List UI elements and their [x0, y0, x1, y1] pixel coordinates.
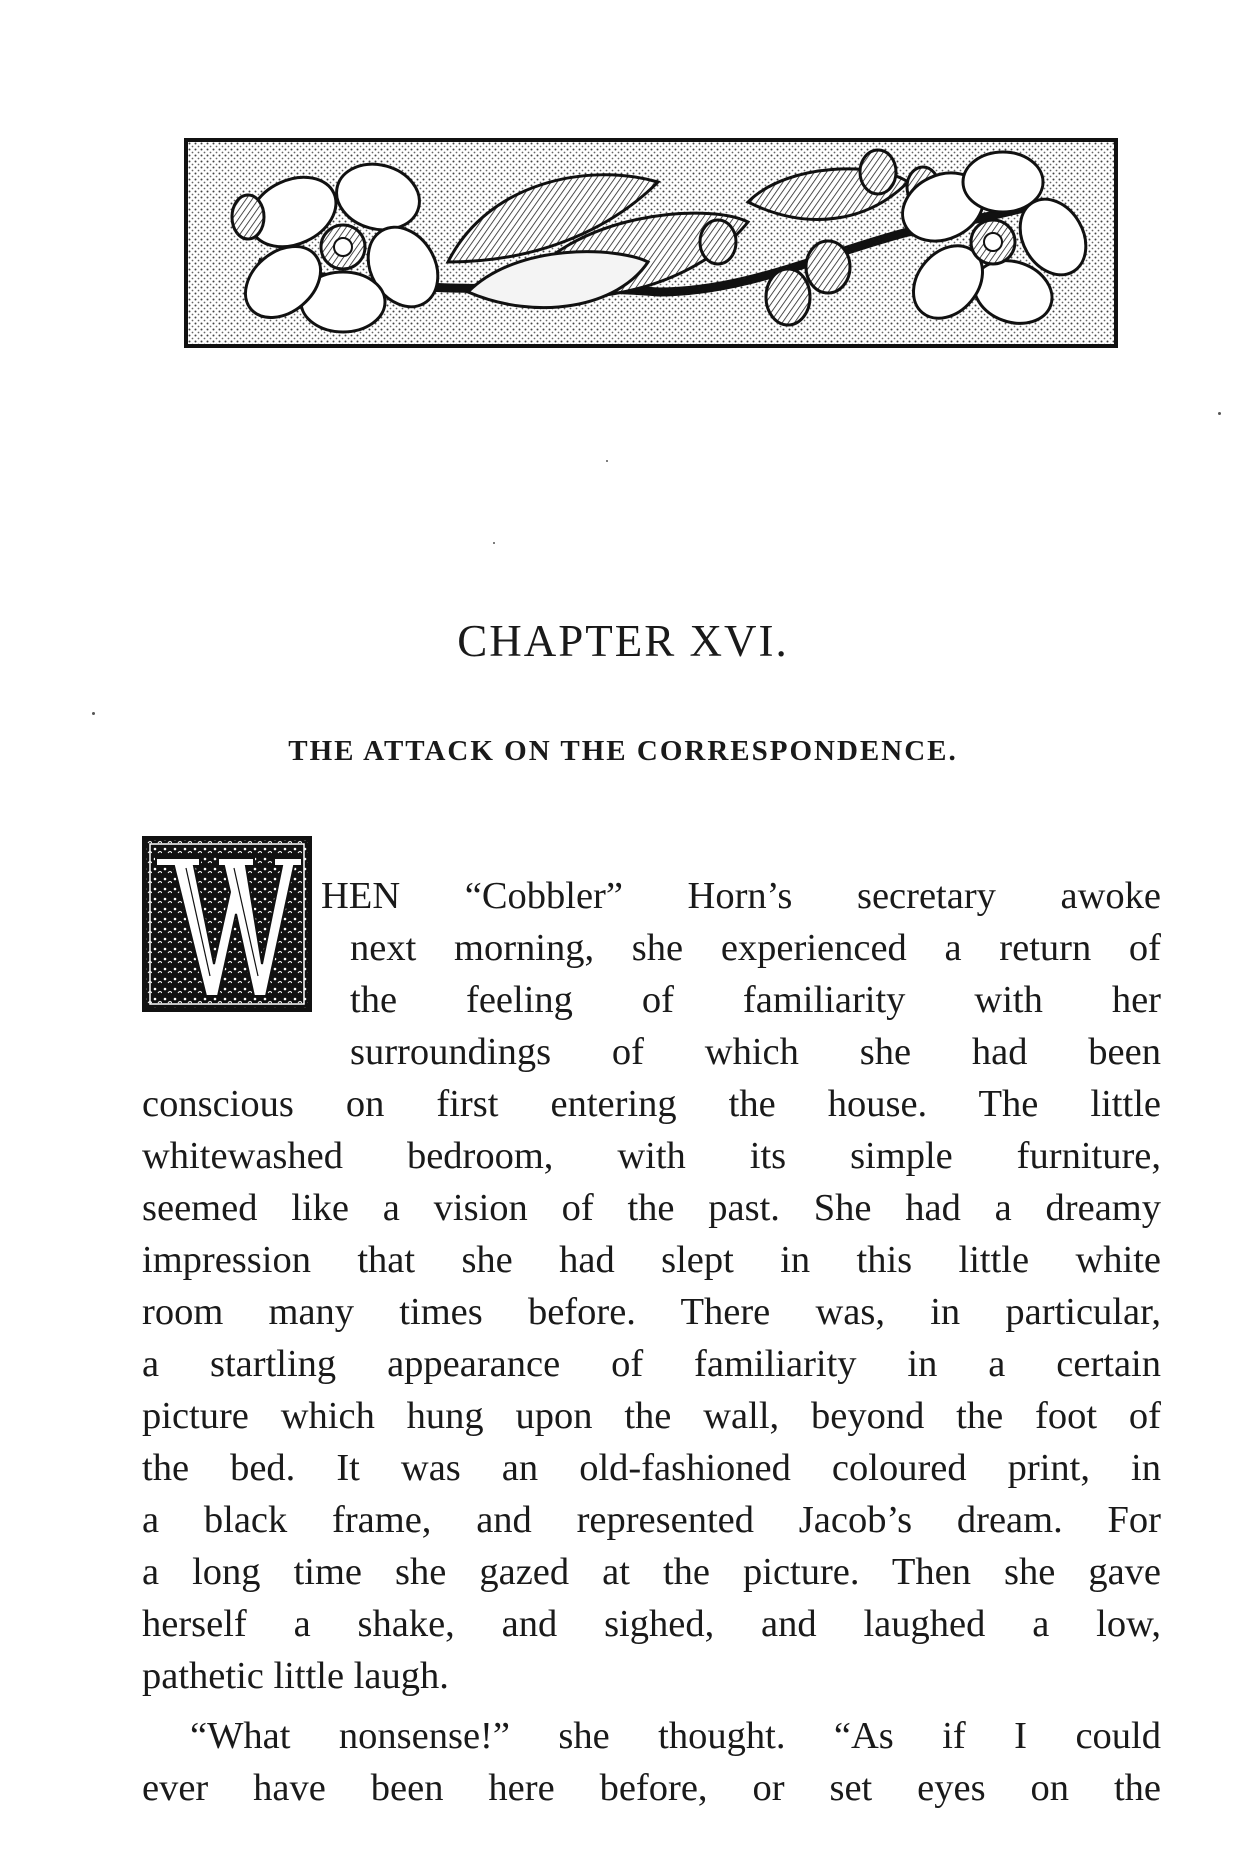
- chapter-title: THE ATTACK ON THE CORRESPONDENCE.: [288, 735, 958, 767]
- text-line-10: a startling appearance of familiarity in a certain: [142, 1343, 1161, 1385]
- text-line-13: a black frame, and represented Jacob’s dream. For: [142, 1499, 1161, 1541]
- paper-speck: [1218, 412, 1221, 415]
- text-line-14: a long time she gazed at the picture. Then she gave: [142, 1551, 1161, 1593]
- text-line-12: the bed. It was an old-fashioned coloured print, in: [142, 1447, 1161, 1489]
- text-line-2: next morning, she experienced a return of: [350, 927, 1161, 969]
- ornamental-initial-icon: [142, 836, 312, 1012]
- text-line-8: impression that she had slept in this little white: [142, 1239, 1161, 1281]
- text-line-16: pathetic little laugh.: [142, 1655, 449, 1697]
- text-line-1: HEN “Cobbler” Horn’s secretary awoke: [321, 875, 1161, 917]
- chapter-heading: CHAPTER XVI.: [457, 616, 789, 666]
- paper-speck: [92, 712, 95, 715]
- text-line-4: surroundings of which she had been: [350, 1031, 1161, 1073]
- text-line-3: the feeling of familiarity with her: [350, 979, 1161, 1021]
- text-line-5: conscious on first entering the house. The little: [142, 1083, 1161, 1125]
- text-line-9: room many times before. There was, in particular,: [142, 1291, 1161, 1333]
- text-line-11: picture which hung upon the wall, beyond the foot of: [142, 1395, 1161, 1437]
- floral-headpiece-icon: [184, 138, 1118, 348]
- paper-speck: [493, 542, 495, 544]
- text-line-6: whitewashed bedroom, with its simple furniture,: [142, 1135, 1161, 1177]
- text-line-17: “What nonsense!” she thought. “As if I could: [190, 1715, 1161, 1757]
- text-line-15: herself a shake, and sighed, and laughed a low,: [142, 1603, 1161, 1645]
- text-line-18: ever have been here before, or set eyes on the: [142, 1767, 1161, 1809]
- text-line-7: seemed like a vision of the past. She had a dreamy: [142, 1187, 1161, 1229]
- paper-speck: [606, 460, 608, 462]
